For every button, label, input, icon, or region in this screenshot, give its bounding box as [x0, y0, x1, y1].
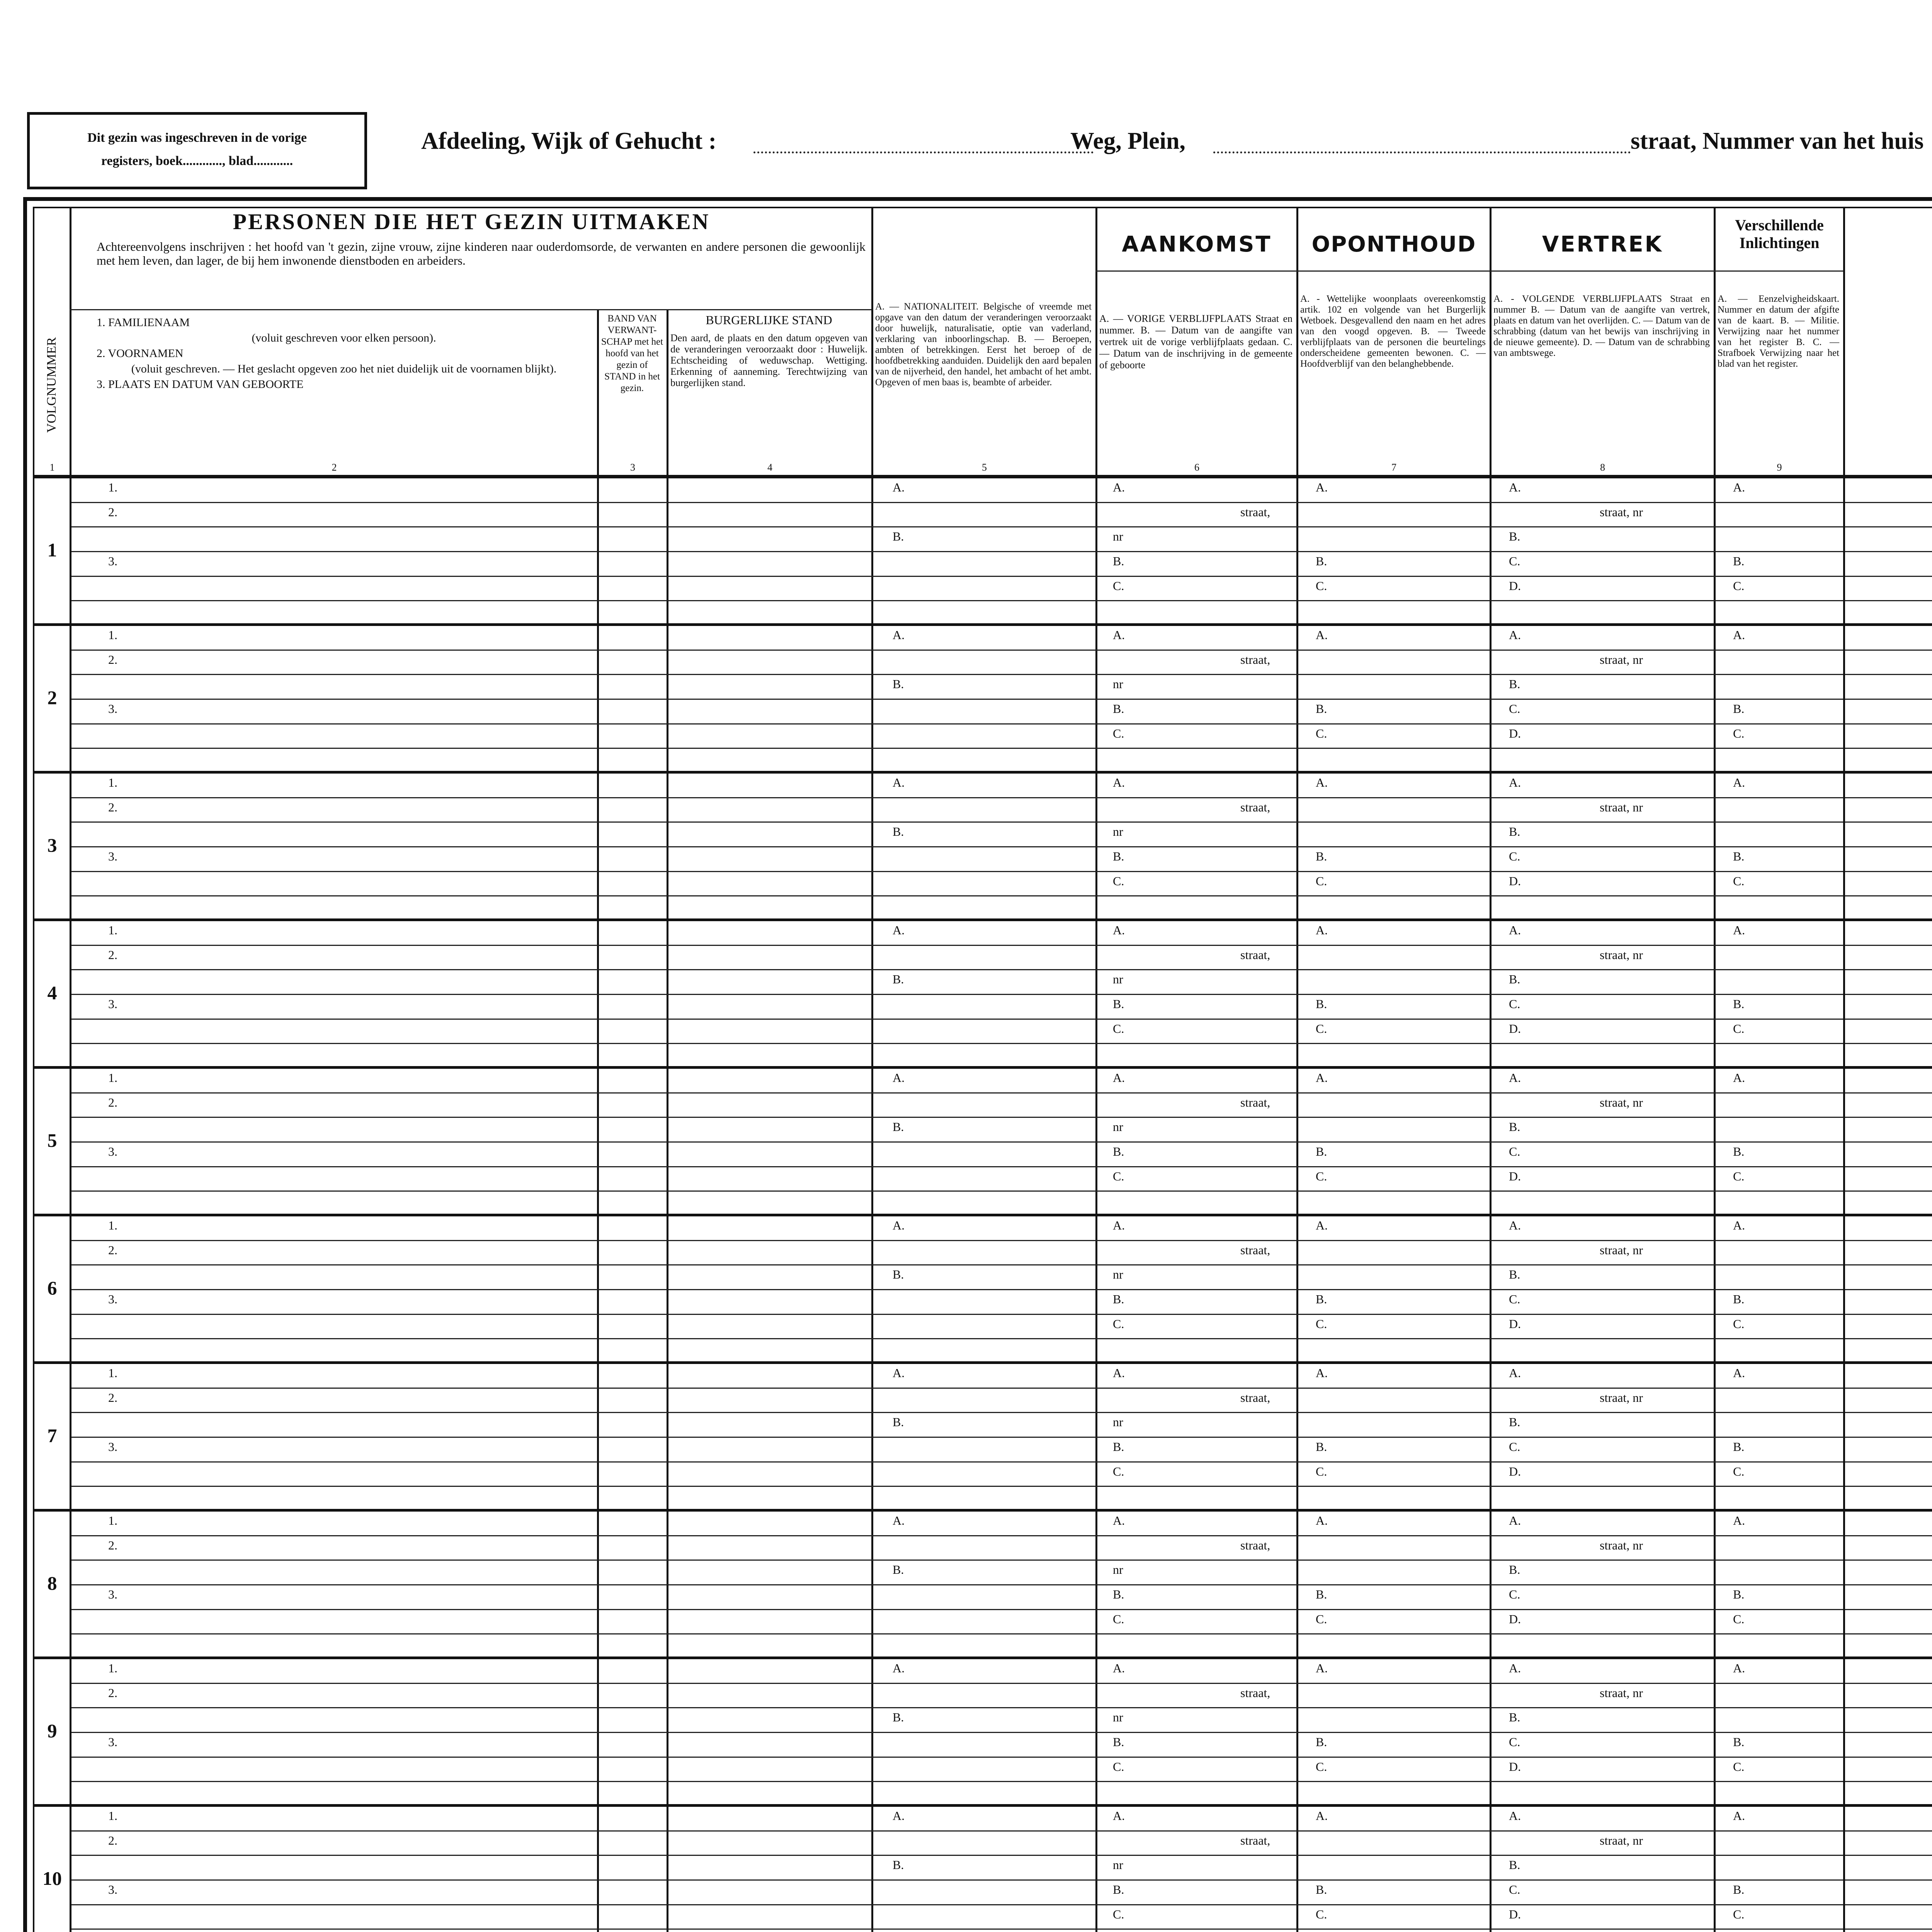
inlichtingen-title: Verschillende Inlichtingen — [1735, 216, 1824, 252]
col8-b: B. — [1509, 1267, 1520, 1282]
person-line-3: 3. — [108, 1292, 117, 1306]
col8-straat-nr: straat, nr — [1600, 947, 1643, 962]
col6-a: A. — [1113, 1218, 1125, 1232]
col7-a: A. — [1316, 1366, 1328, 1380]
group-number: 4 — [47, 982, 57, 1003]
col7-header: A. - Wettelijke woonplaats overeenkomstig artik. 102 en volgende van het Burgerlijk Wetboek. Desgevallend den naam en het adres van den voogd opgeven. B. — Tweede verblijfplaats van de personen die beurtelings onderscheidene gemeenten bewonen. C. — Hoofdverblijf van den belanghebbende. — [1300, 294, 1486, 369]
afdeeling-label: Afdeeling, Wijk of Gehucht : — [421, 128, 717, 154]
col8-straat-nr: straat, nr — [1600, 1243, 1643, 1257]
person-line-3: 3. — [108, 849, 117, 863]
col6-c: C. — [1113, 1612, 1124, 1626]
person-line-1: 1. — [108, 1071, 117, 1085]
colnum-8: 8 — [1600, 462, 1605, 473]
col5-header: A. — NATIONALITEIT. Belgische of vreemde met opgave van den datum der veranderingen veroorzaakt door huwelijk, naturalisatie, optie van vaderland, verklaring van inboorlingschap. B. — Beroepen, ambten of betrekkingen. Eerst het beroep of de hoofdbetrekking aanduiden. Duidelijk den aard bepalen van de nijverheid, den handel, het ambacht of het ambt. Opgeven of men baas is, beambte of arbeider. — [875, 301, 1092, 388]
col7-b: B. — [1316, 849, 1327, 863]
col9-b: B. — [1733, 1735, 1745, 1749]
group-number: 2 — [47, 687, 57, 708]
col9-a: A. — [1733, 776, 1745, 789]
col9-a: A. — [1733, 1366, 1745, 1380]
col3-header: BAND VAN VERWANT-SCHAP met het hoofd van het gezin of STAND in het gezin. — [601, 313, 663, 393]
col6-c: C. — [1113, 1021, 1124, 1036]
col4-title: BURGERLIJKE STAND — [706, 313, 832, 327]
person-line-2: 2. — [108, 800, 117, 814]
weg-label: Weg, Plein, — [1070, 128, 1185, 154]
vertrek-title: VERTREK — [1542, 232, 1663, 257]
col8-straat-nr: straat, nr — [1600, 652, 1643, 667]
col6-c: C. — [1113, 578, 1124, 593]
colnum-1: 1 — [49, 462, 55, 473]
person-line-3: 3. — [108, 997, 117, 1011]
col8-d: D. — [1509, 1464, 1521, 1478]
colnum-9: 9 — [1777, 462, 1782, 473]
col6-b: B. — [1113, 1145, 1124, 1158]
col6-b: B. — [1113, 554, 1124, 568]
col9-c: C. — [1733, 578, 1745, 593]
col8-d: D. — [1509, 1316, 1521, 1331]
col8-a: A. — [1509, 628, 1521, 642]
colnum-7: 7 — [1391, 462, 1396, 473]
col5-a: A. — [893, 776, 905, 789]
col5-a: A. — [893, 1218, 905, 1232]
col7-c: C. — [1316, 1907, 1327, 1921]
col8-d: D. — [1509, 1907, 1521, 1921]
col6-nr: nr — [1113, 1563, 1123, 1577]
col8-b: B. — [1509, 1710, 1520, 1725]
person-line-2: 2. — [108, 505, 117, 519]
group-number: 5 — [47, 1129, 57, 1151]
col8-d: D. — [1509, 1612, 1521, 1626]
col5-b: B. — [893, 1858, 904, 1872]
col8-b: B. — [1509, 677, 1520, 691]
col8-straat-nr: straat, nr — [1600, 1390, 1643, 1405]
col5-b: B. — [893, 677, 904, 691]
col9-c: C. — [1733, 1169, 1745, 1183]
col5-a: A. — [893, 1661, 905, 1675]
person-line-2: 2. — [108, 947, 117, 962]
col7-a: A. — [1316, 480, 1328, 494]
col5-a: A. — [893, 1809, 905, 1823]
col7-a: A. — [1316, 1809, 1328, 1823]
person-line-2: 2. — [108, 1685, 117, 1700]
col6-b: B. — [1113, 1292, 1124, 1306]
col8-d: D. — [1509, 578, 1521, 593]
col8-b: B. — [1509, 825, 1520, 839]
person-line-2: 2. — [108, 652, 117, 667]
col9-a: A. — [1733, 923, 1745, 937]
col9-c: C. — [1733, 1316, 1745, 1331]
person-line-1: 1. — [108, 923, 117, 937]
col6-b: B. — [1113, 1440, 1124, 1454]
col7-b: B. — [1316, 702, 1327, 716]
person-line-1: 1. — [108, 1218, 117, 1232]
group-number: 9 — [47, 1720, 57, 1742]
col2-geboorte: 3. PLAATS EN DATUM VAN GEBOORTE — [97, 378, 304, 391]
col8-a: A. — [1509, 1071, 1521, 1085]
col6-a: A. — [1113, 923, 1125, 937]
col6-nr: nr — [1113, 825, 1123, 839]
person-line-3: 3. — [108, 1735, 117, 1749]
col6-straat: straat, — [1240, 1243, 1270, 1257]
col7-a: A. — [1316, 1218, 1328, 1232]
col9-b: B. — [1733, 997, 1745, 1011]
col6-b: B. — [1113, 849, 1124, 863]
col9-b: B. — [1733, 1440, 1745, 1454]
col6-nr: nr — [1113, 1120, 1123, 1134]
col5-a: A. — [893, 480, 905, 494]
personen-intro: Achtereenvolgens inschrijven : het hoofd van 't gezin, zijne vrouw, zijne kinderen naar ouderdomsorde, de verwanten en andere personen die gewoonlijk met hem leven, dan lager, de bij hem inwonende dienstboden en arbeiders. — [97, 240, 866, 267]
col7-c: C. — [1316, 578, 1327, 593]
col8-d: D. — [1509, 1759, 1521, 1774]
col5-b: B. — [893, 1120, 904, 1134]
col9-a: A. — [1733, 1661, 1745, 1675]
col7-a: A. — [1316, 776, 1328, 789]
col5-b: B. — [893, 825, 904, 839]
col9-b: B. — [1733, 1145, 1745, 1158]
col9-c: C. — [1733, 1021, 1745, 1036]
group-number: 1 — [47, 539, 57, 561]
col8-c: C. — [1509, 1735, 1520, 1749]
col5-a: A. — [893, 1071, 905, 1085]
straat-nummer-label: straat, Nummer van het huis — [1631, 128, 1924, 154]
colnum-2: 2 — [332, 462, 337, 473]
volgnummer-label: VOLGNUMMER — [44, 337, 59, 433]
col7-b: B. — [1316, 1440, 1327, 1454]
col7-b: B. — [1316, 1587, 1327, 1601]
col6-c: C. — [1113, 1464, 1124, 1478]
col8-c: C. — [1509, 1883, 1520, 1896]
col6-nr: nr — [1113, 677, 1123, 691]
col9-b: B. — [1733, 1587, 1745, 1601]
col9-c: C. — [1733, 1759, 1745, 1774]
col9-b: B. — [1733, 849, 1745, 863]
col6-c: C. — [1113, 1169, 1124, 1183]
col7-c: C. — [1316, 726, 1327, 740]
col7-b: B. — [1316, 554, 1327, 568]
oponthoud-title: OPONTHOUD — [1311, 232, 1476, 257]
col5-a: A. — [893, 1514, 905, 1527]
col6-straat: straat, — [1240, 1833, 1270, 1847]
person-line-2: 2. — [108, 1095, 117, 1109]
col7-a: A. — [1316, 1071, 1328, 1085]
col8-a: A. — [1509, 1218, 1521, 1232]
col8-c: C. — [1509, 554, 1520, 568]
col7-a: A. — [1316, 628, 1328, 642]
person-line-3: 3. — [108, 1440, 117, 1454]
col9-b: B. — [1733, 702, 1745, 716]
col9-a: A. — [1733, 628, 1745, 642]
col8-a: A. — [1509, 1514, 1521, 1527]
col8-b: B. — [1509, 972, 1520, 986]
col5-b: B. — [893, 972, 904, 986]
col8-c: C. — [1509, 1587, 1520, 1601]
col8-a: A. — [1509, 480, 1521, 494]
col8-header: A. - VOLGENDE VERBLIJFPLAATS Straat en nummer B. — Datum van de aangifte van vertrek, plaats en datum van het overlijden. C. — Datum van de schrabbing (datum van het bewijs van inschrijving in de nieuwe gemeente). D. — Datum van de schrabbing van ambtswege. — [1493, 294, 1710, 358]
col8-b: B. — [1509, 1120, 1520, 1134]
col8-b: B. — [1509, 1563, 1520, 1577]
col7-a: A. — [1316, 1514, 1328, 1527]
col6-a: A. — [1113, 1366, 1125, 1380]
group-number: 3 — [47, 834, 57, 856]
col7-a: A. — [1316, 923, 1328, 937]
group-number: 6 — [47, 1277, 57, 1299]
col6-nr: nr — [1113, 1415, 1123, 1429]
col8-b: B. — [1509, 1415, 1520, 1429]
col7-c: C. — [1316, 1612, 1327, 1626]
col8-c: C. — [1509, 997, 1520, 1011]
col6-header: A. — VORIGE VERBLIJFPLAATS Straat en nummer. B. — Datum van de aangifte van vertrek uit de vorige verblijfplaats gedaan. C. — Datum van de inschrijving in de gemeente of geboorte — [1099, 313, 1293, 371]
col8-c: C. — [1509, 849, 1520, 863]
person-line-2: 2. — [108, 1243, 117, 1257]
person-line-3: 3. — [108, 1587, 117, 1601]
personen-title: PERSONEN DIE HET GEZIN UITMAKEN — [233, 209, 710, 234]
col8-c: C. — [1509, 1440, 1520, 1454]
col9-b: B. — [1733, 554, 1745, 568]
col7-b: B. — [1316, 1883, 1327, 1896]
col9-c: C. — [1733, 1612, 1745, 1626]
col7-b: B. — [1316, 1735, 1327, 1749]
col2-voornamen-note: (voluit geschreven. — Het geslacht opgeven zoo het niet duidelijk uit de voornamen blijkt). — [131, 362, 557, 375]
col9-a: A. — [1733, 1514, 1745, 1527]
col5-a: A. — [893, 923, 905, 937]
col9-c: C. — [1733, 726, 1745, 740]
previous-register-line-2: registers, boek............, blad............ — [101, 154, 293, 168]
col8-c: C. — [1509, 1292, 1520, 1306]
person-line-1: 1. — [108, 1366, 117, 1380]
col9-b: B. — [1733, 1883, 1745, 1896]
person-line-3: 3. — [108, 554, 117, 568]
col6-straat: straat, — [1240, 947, 1270, 962]
col5-a: A. — [893, 1366, 905, 1380]
col8-a: A. — [1509, 776, 1521, 789]
colnum-4: 4 — [767, 462, 772, 473]
col9-a: A. — [1733, 1218, 1745, 1232]
col6-nr: nr — [1113, 1267, 1123, 1282]
col8-a: A. — [1509, 1809, 1521, 1823]
col6-c: C. — [1113, 1907, 1124, 1921]
col6-nr: nr — [1113, 529, 1123, 544]
col8-a: A. — [1509, 1661, 1521, 1675]
col6-nr: nr — [1113, 972, 1123, 986]
col8-b: B. — [1509, 529, 1520, 544]
col7-b: B. — [1316, 1292, 1327, 1306]
col6-b: B. — [1113, 997, 1124, 1011]
col7-b: B. — [1316, 997, 1327, 1011]
col9-c: C. — [1733, 1464, 1745, 1478]
col7-c: C. — [1316, 874, 1327, 888]
col7-c: C. — [1316, 1316, 1327, 1331]
col8-c: C. — [1509, 1145, 1520, 1158]
colnum-5: 5 — [982, 462, 987, 473]
col6-a: A. — [1113, 1661, 1125, 1675]
col6-straat: straat, — [1240, 1390, 1270, 1405]
col6-nr: nr — [1113, 1710, 1123, 1725]
col6-a: A. — [1113, 776, 1125, 789]
col7-c: C. — [1316, 1169, 1327, 1183]
colnum-6: 6 — [1194, 462, 1199, 473]
col7-c: C. — [1316, 1759, 1327, 1774]
col8-d: D. — [1509, 874, 1521, 888]
col6-straat: straat, — [1240, 652, 1270, 667]
col2-familienaam: 1. FAMILIENAAM — [97, 316, 190, 329]
col6-a: A. — [1113, 1809, 1125, 1823]
col6-b: B. — [1113, 1735, 1124, 1749]
colnum-3: 3 — [630, 462, 635, 473]
col6-b: B. — [1113, 1587, 1124, 1601]
col7-c: C. — [1316, 1021, 1327, 1036]
person-line-2: 2. — [108, 1390, 117, 1405]
col6-c: C. — [1113, 1316, 1124, 1331]
col6-c: C. — [1113, 874, 1124, 888]
col9-c: C. — [1733, 1907, 1745, 1921]
person-line-3: 3. — [108, 702, 117, 716]
col6-b: B. — [1113, 702, 1124, 716]
col6-a: A. — [1113, 1514, 1125, 1527]
col7-b: B. — [1316, 1145, 1327, 1158]
person-line-2: 2. — [108, 1833, 117, 1847]
col8-straat-nr: straat, nr — [1600, 800, 1643, 814]
col2-familienaam-note: (voluit geschreven voor elken persoon). — [252, 332, 436, 344]
person-line-1: 1. — [108, 776, 117, 789]
col8-d: D. — [1509, 1169, 1521, 1183]
col6-straat: straat, — [1240, 1095, 1270, 1109]
col5-b: B. — [893, 1415, 904, 1429]
group-number: 8 — [47, 1572, 57, 1594]
col8-a: A. — [1509, 923, 1521, 937]
col8-straat-nr: straat, nr — [1600, 1538, 1643, 1552]
col6-straat: straat, — [1240, 1685, 1270, 1700]
col7-c: C. — [1316, 1464, 1327, 1478]
group-number: 7 — [47, 1425, 57, 1446]
person-line-1: 1. — [108, 480, 117, 494]
previous-register-line-1: Dit gezin was ingeschreven in de vorige — [87, 131, 307, 145]
col6-a: A. — [1113, 1071, 1125, 1085]
col8-straat-nr: straat, nr — [1600, 1095, 1643, 1109]
col8-straat-nr: straat, nr — [1600, 505, 1643, 519]
person-line-3: 3. — [108, 1883, 117, 1896]
col4-header: Den aard, de plaats en den datum opgeven van de veranderingen veroorzaakt door : Huwelijk. Echtscheiding of weduwschap. Wettiging. Erkenning of aanneming. Terechtwijzing van burgerlijken stand. — [670, 332, 867, 388]
col8-b: B. — [1509, 1858, 1520, 1872]
col6-straat: straat, — [1240, 1538, 1270, 1552]
group-number: 10 — [43, 1867, 62, 1889]
person-line-1: 1. — [108, 1809, 117, 1823]
col2-voornamen: 2. VOORNAMEN — [97, 347, 184, 360]
col8-c: C. — [1509, 702, 1520, 716]
col9-a: A. — [1733, 1071, 1745, 1085]
col8-a: A. — [1509, 1366, 1521, 1380]
col7-a: A. — [1316, 1661, 1328, 1675]
col6-straat: straat, — [1240, 800, 1270, 814]
col8-straat-nr: straat, nr — [1600, 1833, 1643, 1847]
col5-a: A. — [893, 628, 905, 642]
col9-header: A. — Eenzelvigheidskaart. Nummer en datum der afgifte van de kaart. B. — Militie. Verwijzing naar het nummer van het register B. C. — Strafboek Verwijzing naar het blad van het register. — [1718, 294, 1839, 369]
person-line-2: 2. — [108, 1538, 117, 1552]
col8-d: D. — [1509, 1021, 1521, 1036]
col5-b: B. — [893, 1267, 904, 1282]
col9-c: C. — [1733, 874, 1745, 888]
col5-b: B. — [893, 529, 904, 544]
col6-a: A. — [1113, 628, 1125, 642]
col6-c: C. — [1113, 1759, 1124, 1774]
col9-a: A. — [1733, 480, 1745, 494]
col6-straat: straat, — [1240, 505, 1270, 519]
col6-nr: nr — [1113, 1858, 1123, 1872]
col8-d: D. — [1509, 726, 1521, 740]
col9-b: B. — [1733, 1292, 1745, 1306]
person-line-1: 1. — [108, 628, 117, 642]
aankomst-title: AANKOMST — [1122, 232, 1272, 257]
col9-a: A. — [1733, 1809, 1745, 1823]
col8-straat-nr: straat, nr — [1600, 1685, 1643, 1700]
person-line-3: 3. — [108, 1145, 117, 1158]
col6-a: A. — [1113, 480, 1125, 494]
col6-b: B. — [1113, 1883, 1124, 1896]
person-line-1: 1. — [108, 1661, 117, 1675]
col6-c: C. — [1113, 726, 1124, 740]
person-line-1: 1. — [108, 1514, 117, 1527]
col5-b: B. — [893, 1710, 904, 1725]
col5-b: B. — [893, 1563, 904, 1577]
